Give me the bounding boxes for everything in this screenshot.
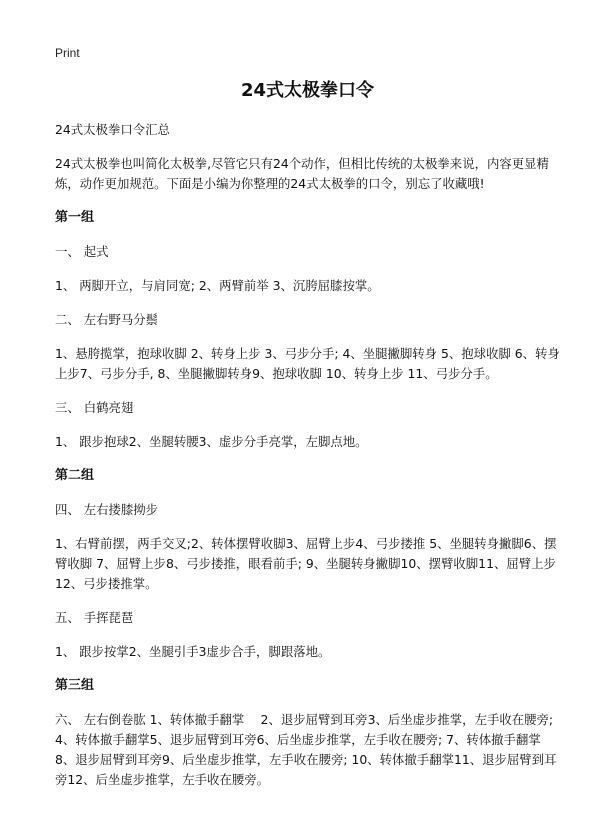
group-heading: 第三组 <box>55 678 95 693</box>
page-title: 24式太极拳口令 <box>240 80 375 101</box>
print-link[interactable]: Print <box>55 46 80 60</box>
move-steps: 1、悬胯揽掌，抱球收脚 2、转身上步 3、弓步分手; 4、坐腿撇脚转身 5、抱球收脚 6、转身上步7、弓步分手, 8、坐腿撇脚转身9、抱球收脚 10、转身上步 11、弓步分手。 <box>55 346 560 381</box>
intro-paragraph: 24式太极拳也叫简化太极拳,尽管它只有24个动作，但相比传统的太极拳来说，内容更显精炼，动作更加规范。下面是小编为你整理的24式太极拳的口令，别忘了收藏哦! <box>55 156 549 191</box>
move-title: 五、 手挥琵琶 <box>55 610 134 625</box>
move-title: 一、 起式 <box>55 244 109 259</box>
move-title: 三、 白鹤亮翅 <box>55 400 134 415</box>
article-body <box>55 120 560 790</box>
group-heading: 第一组 <box>55 210 95 225</box>
move-steps: 六、 左右倒卷肱 1、转体撤手翻掌 2、退步屈臂到耳旁3、后坐虚步推掌，左手收在腰旁; 4、转体撤手翻掌5、退步屈臂到耳旁6、后坐虚步推掌，左手收在腰旁; 7、转体撤手翻掌8、退步屈臂到耳旁9、后坐虚步推掌，左手收在腰旁; 10、转体撤手翻掌11、退步屈臂到耳旁12、后坐虚步推掌，左手收在腰旁。 <box>55 712 557 787</box>
move-steps: 1、 跟步抱球2、坐腿转腰3、虚步分手亮掌，左脚点地。 <box>55 434 368 449</box>
move-steps: 1、右臂前摆，两手交叉;2、转体摆臂收脚3、屈臂上步4、弓步搂推 5、坐腿转身撇脚6、摆臂收脚 7、屈臂上步8、弓步搂推，眼看前手; 9、坐腿转身撇脚10、摆臂收脚11、屈臂上步 12、弓步搂推掌。 <box>55 536 557 591</box>
move-steps: 1、 跟步按掌2、坐腿引手3虚步合手，脚跟落地。 <box>55 644 331 659</box>
move-title: 四、 左右搂膝拗步 <box>55 502 159 517</box>
move-steps: 1、 两脚开立，与肩同宽; 2、两臂前举 3、沉胯屈膝按掌。 <box>55 278 380 293</box>
move-title: 二、 左右野马分鬃 <box>55 312 159 327</box>
group-heading: 第二组 <box>55 468 95 483</box>
article-subtitle: 24式太极拳口令汇总 <box>55 122 170 137</box>
